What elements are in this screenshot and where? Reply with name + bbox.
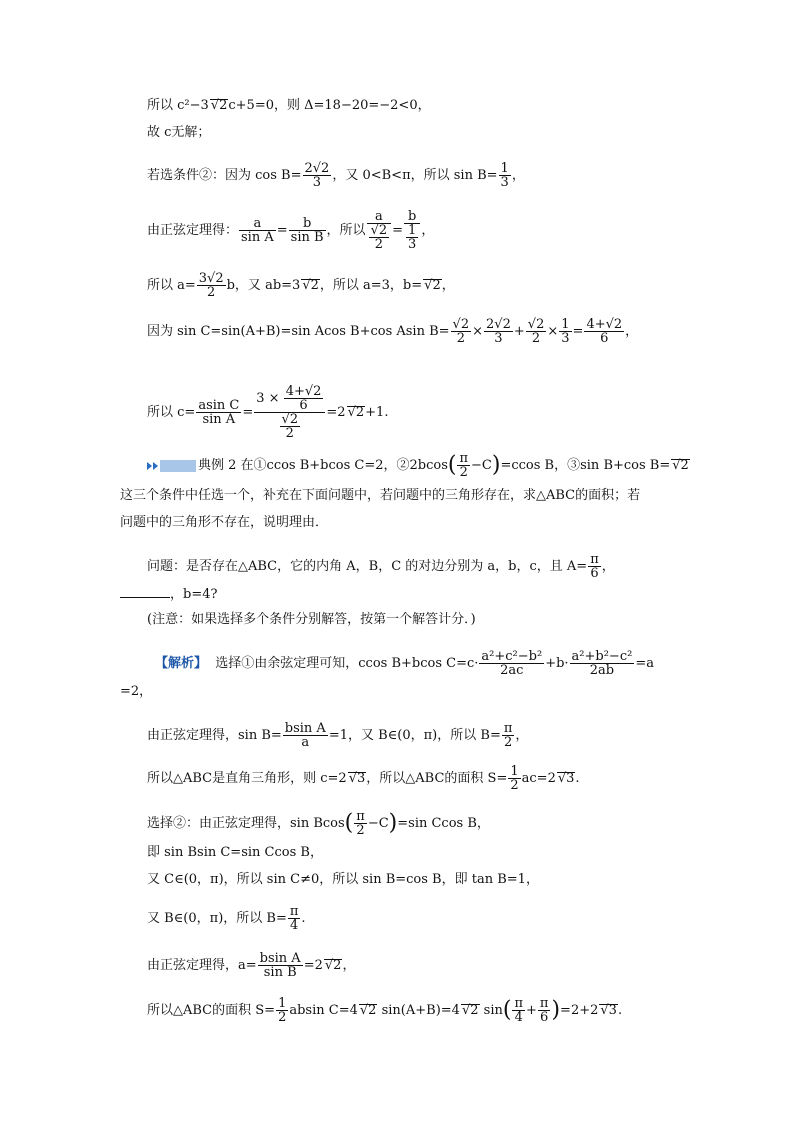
fraction-r2-over-2: √ $\frac{2}{2}$ (451, 318, 472, 345)
fraction-pi-over-6: $\frac{\pi}{6}$ (590, 552, 599, 581)
analysis-line-8: 又 B∈(0，π)，所以 B= $\frac{\pi}{4}$ . (147, 904, 306, 933)
fraction-pi-over-4: $\frac{\pi}{4}$ (289, 904, 299, 933)
fraction-bsinA-over-a: $\frac{\text{bsin A}}{a}$ (284, 721, 326, 750)
analysis-line-3: 由正弦定理得，sin B= $\frac{\text{bsin A}}{a}$ =1，又 B∈(0，π)，所以 B= $\frac{\pi}{2}$ ， (147, 721, 529, 750)
fraction-3r2-over-2: $\frac{3√2}{2}$ (198, 271, 224, 300)
example-2-heading: 典例 2 在①ccos B+bcos C=2，②2bcos( $\frac{\pi}{2}$ −C)=ccos B，③sin B+cos B=√ 2 (147, 452, 690, 479)
fraction-compound: 3 × $\frac{4+√2}{6}$ √ $\frac{2}{2}$ (254, 385, 325, 440)
fraction-a-over-r2-2: a √ $\frac{2}{2}$ (367, 210, 392, 251)
grading-note: (注意：如果选择多个条件分别解答，按第一个解答计分．) (147, 612, 476, 627)
fraction-pi-over-2: $\frac{\pi}{2}$ (356, 809, 365, 838)
example-text-line-1: 这三个条件中任选一个，补充在下面问题中，若问题中的三角形存在，求△ABC的面积；若 (120, 488, 641, 503)
analysis-line-5: 选择②：由正弦定理得，sin Bcos( $\frac{\pi}{2}$ −C)=sin Ccos B， (147, 809, 490, 838)
fraction-r2-over-2: √ $\frac{2}{2}$ (526, 318, 547, 345)
double-arrow-icon (147, 461, 159, 471)
fraction-4plusr2-over-6: $\frac{4+√2}{6}$ (586, 317, 623, 346)
fraction-pi-over-2: $\frac{\pi}{2}$ (503, 721, 513, 750)
example-tag-bar (160, 460, 196, 472)
fraction-1-over-2: $\frac{1}{2}$ (510, 764, 519, 793)
fraction-pi-over-6: $\frac{\pi}{6}$ (539, 996, 549, 1025)
fraction-b-over-1-3: $\frac{b}{\frac{1}{3}}$ (404, 210, 420, 251)
analysis-line-9: 由正弦定理得，a= $\frac{\text{bsin A}}{\text{sin B}}$ =2√ 2， (147, 952, 355, 979)
analysis-line-10: 所以△ABC的面积 S= $\frac{1}{2}$ absin C=4√ 2 sin(A+B)=4√ 2 sin( $\frac{\pi}{4}$ + $\frac{\pi}{6}$ )=2+2√ 3. (147, 997, 622, 1024)
fraction-b-over-sinB: $\frac{b}{\text{sin B}}$ (290, 216, 324, 245)
fraction-a-over-sinA: $\frac{a}{\text{sin A}}$ (241, 216, 274, 245)
analysis-line-2: =2， (120, 684, 153, 699)
solution-line-6: 因为 sin C=sin(A+B)=sin Acos B+cos Asin B= √ $\frac{2}{2}$ × $\frac{2√2}{3}$ + √ $\frac{2}{2}$ × $\frac{1}{3}$ = $\frac{4+√2}{6}$ ， (147, 318, 638, 345)
solution-line-1: 所以 c²−3√ 2c+5=0，则 Δ=18−20=−2<0， (147, 98, 431, 114)
fraction-2r2-over-3: $\frac{2√2}{3}$ (304, 161, 330, 190)
solution-line-5: 所以 a= $\frac{3√2}{2}$ b，又 ab=3√ 2，所以 a=3，b=√ 2， (147, 272, 455, 299)
fraction-1-over-3: $\frac{1}{3}$ (561, 317, 570, 346)
fraction-2r2-over-3: $\frac{2√2}{3}$ (486, 317, 511, 346)
solution-line-3: 若选条件②：因为 cos B= $\frac{2√2}{3}$ ，又 0<B<π，所以 sin B= $\frac{1}{3}$ ， (147, 161, 525, 190)
analysis-line-7: 又 C∈(0，π)，所以 sin C≠0，所以 sin B=cos B，即 tan B=1， (147, 872, 539, 887)
fraction-1-over-2: $\frac{1}{2}$ (278, 996, 287, 1025)
fraction-bsinA-over-sinB: $\frac{\text{bsin A}}{\text{sin B}}$ (259, 951, 301, 980)
analysis-label: 【解析】 (155, 656, 208, 671)
fraction-pi-over-4: $\frac{\pi}{4}$ (514, 996, 523, 1025)
answer-blank (120, 585, 170, 598)
sqrt-2: √ 2 (210, 99, 229, 112)
fraction-cos-c: $\frac{\text{a²+b²−c²}}{2ab}$ (571, 649, 633, 678)
example-text-line-2: 问题中的三角形不存在，说明理由． (120, 515, 329, 530)
solution-line-4: 由正弦定理得： $\frac{a}{\text{sin A}}$ = $\frac{b}{\text{sin B}}$ ，所以 a √ $\frac{2}{2}$ = $\frac{b}{\frac{1}{3}}$ ， (147, 210, 434, 251)
problem-blank-line: ，b=4? (120, 585, 217, 603)
analysis-line-4: 所以△ABC是直角三角形，则 c=2√ 3，所以△ABC的面积 S= $\frac{1}{2}$ ac=2√ 3. (147, 765, 580, 792)
analysis-line-1: 【解析】 选择①由余弦定理可知，ccos B+bcos C=c· $\frac{\text{a²+c²−b²}}{2ac}$ +b· $\frac{\text{a²+b²−c²}}{2ab}$ =a (155, 649, 654, 678)
fraction-pi-over-2: $\frac{\pi}{2}$ (459, 451, 469, 480)
analysis-line-6: 即 sin Bsin C=sin Ccos B， (147, 845, 323, 860)
problem-statement: 问题：是否存在△ABC，它的内角 A，B，C 的对边分别为 a，b，c，且 A= $\frac{\pi}{6}$ ， (147, 552, 615, 581)
solution-line-7: 所以 c= $\frac{\text{asin C}}{\text{sin A}}$ = 3 × $\frac{4+√2}{6}$ √ $\frac{2}{2}$ =2√ 2+1. (147, 385, 388, 440)
fraction-1-over-3: $\frac{1}{3}$ (500, 161, 509, 190)
solution-line-2: 故 c无解； (147, 125, 211, 140)
fraction-cos-b: $\frac{\text{a²+c²−b²}}{2ac}$ (481, 649, 543, 678)
fraction-asinC-over-sinA: $\frac{\text{asin C}}{\text{sin A}}$ (198, 398, 240, 427)
